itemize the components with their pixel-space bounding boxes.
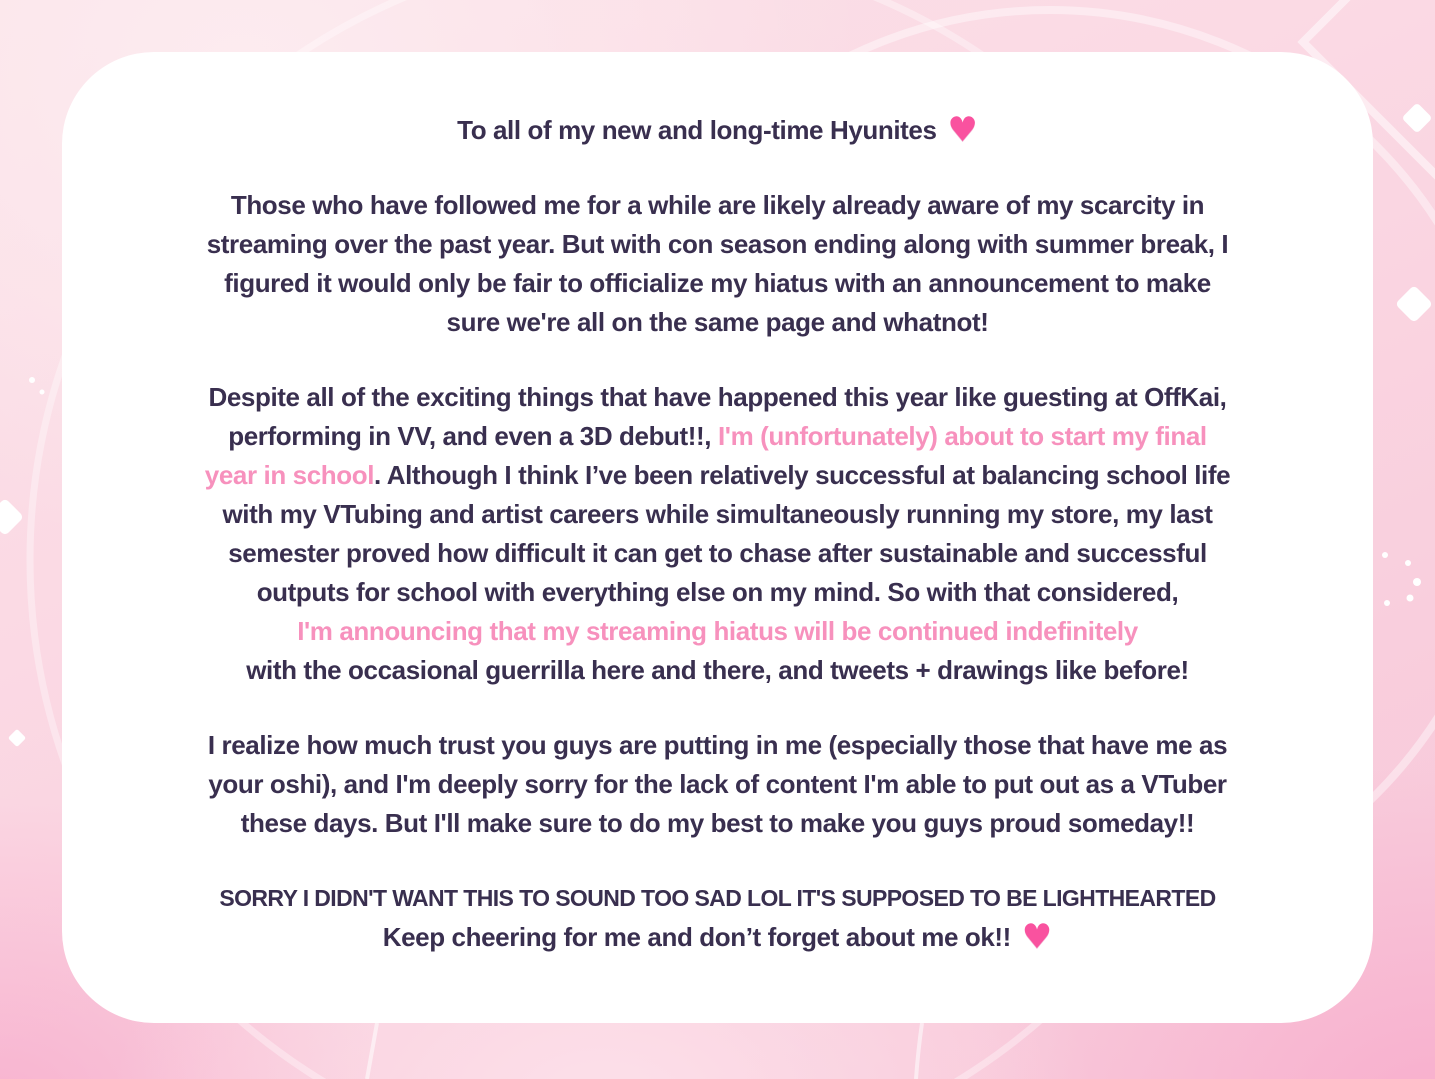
paragraph bbox=[98, 726, 1337, 843]
text-line bbox=[98, 612, 1337, 651]
sparkle-dot-icon bbox=[1407, 595, 1414, 602]
text-line bbox=[98, 186, 1337, 225]
thin-line-decoration bbox=[916, 1023, 922, 1079]
text-line bbox=[98, 918, 1337, 957]
text-line bbox=[98, 417, 1337, 456]
text-line bbox=[98, 726, 1337, 765]
text-segment: Those who have followed me for a while are likely already aware of my scarcity in bbox=[230, 190, 1205, 220]
text-segment: performing in VV, and even a 3D debut!!, bbox=[228, 421, 718, 451]
text-segment: your oshi), and I'm deeply sorry for the lack of content I'm able to put out as a VTuber bbox=[208, 769, 1227, 799]
text-line bbox=[98, 765, 1337, 804]
sparkle-dot-icon bbox=[1405, 560, 1411, 566]
text-line bbox=[98, 378, 1337, 417]
text-segment: Keep cheering for me and don’t forget about me ok!! bbox=[382, 922, 1018, 952]
text-segment: with my VTubing and artist careers while simultaneously running my store, my last bbox=[222, 499, 1213, 529]
text-segment: year in school bbox=[204, 460, 375, 490]
paragraph bbox=[98, 378, 1337, 690]
text-segment: To all of my new and long-time Hyunites bbox=[457, 115, 944, 145]
thin-line-decoration bbox=[367, 1023, 377, 1079]
pink-heart-emoji-icon: ♥ bbox=[947, 110, 978, 150]
text-segment: these days. But I'll make sure to do my best to make you guys proud someday!! bbox=[240, 808, 1195, 838]
text-line bbox=[98, 573, 1337, 612]
text-line bbox=[98, 495, 1337, 534]
title-line bbox=[98, 111, 1337, 150]
sparkle-diamond-icon bbox=[1395, 285, 1433, 323]
sparkle-dot-icon bbox=[29, 377, 35, 383]
sparkle-dot-icon bbox=[1382, 552, 1388, 558]
text-line bbox=[98, 264, 1337, 303]
text-line bbox=[98, 456, 1337, 495]
text-line bbox=[98, 303, 1337, 342]
text-segment: with the occasional guerrilla here and there, and tweets + drawings like before! bbox=[246, 655, 1189, 685]
text-segment: streaming over the past year. But with con season ending along with summer break, I bbox=[206, 229, 1229, 259]
announcement-text bbox=[98, 111, 1337, 957]
text-line bbox=[98, 534, 1337, 573]
text-segment: I realize how much trust you guys are putting in me (especially those that have me as bbox=[207, 730, 1228, 760]
paragraph bbox=[98, 186, 1337, 342]
announcement-card bbox=[62, 52, 1373, 1023]
text-segment: sure we're all on the same page and whatnot! bbox=[446, 307, 989, 337]
sparkle-diamond-icon bbox=[8, 729, 26, 747]
sparkle-dot-icon bbox=[1384, 600, 1390, 606]
sparkle-dot-icon bbox=[1413, 578, 1421, 586]
text-line bbox=[98, 225, 1337, 264]
text-segment: I'm announcing that my streaming hiatus will be continued indefinitely bbox=[297, 616, 1138, 646]
text-segment: semester proved how difficult it can get to chase after sustainable and successful bbox=[228, 538, 1207, 568]
text-segment: SORRY I DIDN'T WANT THIS TO SOUND TOO SAD LOL IT'S SUPPOSED TO BE LIGHTHEARTED bbox=[219, 885, 1216, 911]
paragraph bbox=[98, 879, 1337, 957]
pink-heart-emoji-icon: ♥ bbox=[1021, 917, 1053, 957]
sparkle-diamond-icon bbox=[0, 498, 24, 536]
text-line bbox=[98, 804, 1337, 843]
text-segment: . Although I think I’ve been relatively successful at balancing school life bbox=[374, 460, 1231, 490]
sparkle-dot-icon bbox=[40, 390, 45, 395]
sparkle-diamond-icon bbox=[1401, 102, 1432, 133]
text-line bbox=[98, 879, 1337, 918]
text-segment: I'm (unfortunately) about to start my final bbox=[717, 421, 1207, 451]
text-segment: Despite all of the exciting things that have happened this year like guesting at OffKai, bbox=[208, 382, 1227, 412]
text-line bbox=[98, 651, 1337, 690]
text-segment: outputs for school with everything else on my mind. So with that considered, bbox=[256, 577, 1179, 607]
text-segment: figured it would only be fair to officialize my hiatus with an announcement to make bbox=[224, 268, 1211, 298]
